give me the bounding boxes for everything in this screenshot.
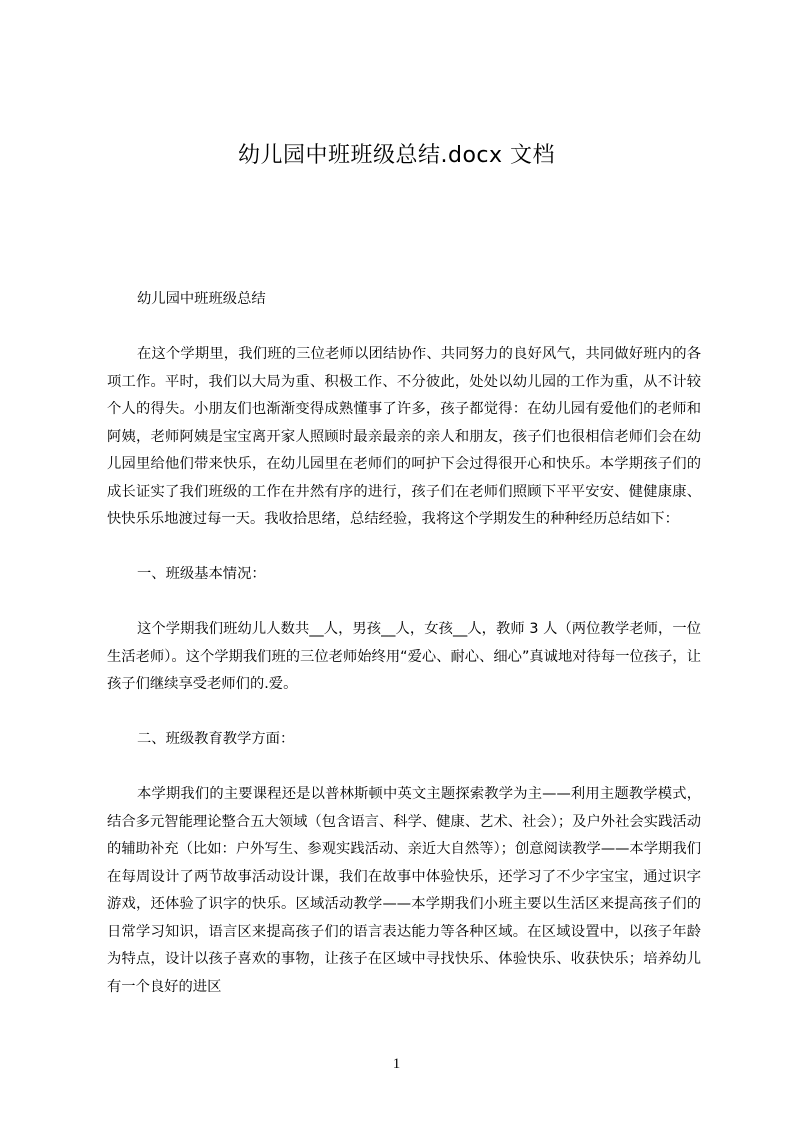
document-body bbox=[107, 286, 701, 1001]
paragraph-spacer bbox=[107, 699, 701, 727]
paragraph-spacer bbox=[107, 534, 701, 562]
page-number: 1 bbox=[392, 1056, 401, 1072]
section-paragraph-teaching: 本学期我们的主要课程还是以普林斯顿中英文主题探索教学为主——利用主题教学模式，结合多元智能理论整合五大领域（包含语言、科学、健康、艺术、社会）；及户外社会实践活动的辅助补充（比如：户外写生、参观实践活动、亲近大自然等）；创意阅读教学——本学期我们在每周设计了两节故事活动设计课，我们在故事中体验快乐，还学习了不少字宝宝，通过识字游戏，还体验了识字的快乐。区域活动教学——本学期我们小班主要以生活区来提高孩子们的日常学习知识，语言区来提高孩子们的语言表达能力等各种区域。在区域设置中，以孩子年龄为特点，设计以孩子喜欢的事物，让孩子在区域中寻找快乐、体验快乐、收获快乐；培养幼儿有一个良好的进区 bbox=[107, 786, 701, 995]
intro-paragraph: 在这个学期里，我们班的三位老师以团结协作、共同努力的良好风气，共同做好班内的各项工作。平时，我们以大局为重、积极工作、不分彼此，处处以幼儿园的工作为重，从不计较个人的得失。小朋友们也渐渐变得成熟懂事了许多，孩子都觉得：在幼儿园有爱他们的老师和阿姨，老师阿姨是宝宝离开家人照顾时最亲最亲的亲人和朋友，孩子们也很相信老师们会在幼儿园里给他们带来快乐，在幼儿园里在老师们的呵护下会过得很开心和快乐。本学期孩子们的成长证实了我们班级的工作在井然有序的进行，孩子们在老师们照顾下平平安安、健健康康、快快乐乐地渡过每一天。我收拾思绪，总结经验，我将这个学期发生的种种经历总结如下： bbox=[107, 346, 701, 527]
section-heading-teaching: 二、班级教育教学方面： bbox=[137, 731, 295, 747]
paragraph-spacer bbox=[107, 589, 701, 617]
paragraph-spacer bbox=[107, 754, 701, 782]
section-heading-basic-info: 一、班级基本情况： bbox=[137, 566, 266, 582]
document-subtitle: 幼儿园中班班级总结 bbox=[137, 291, 266, 307]
document-title: 幼儿园中班班级总结.docx 文档 bbox=[237, 143, 556, 168]
paragraph-spacer bbox=[107, 314, 701, 342]
section-paragraph-basic-info: 这个学期我们班幼儿人数共__人，男孩__人，女孩__人，教师 3 人（两位教学老师，一位生活老师）。这个学期我们班的三位老师始终用“爱心、耐心、细心”真诚地对待每一位孩子，让孩子们继续享受老师们的.爱。 bbox=[107, 621, 701, 692]
